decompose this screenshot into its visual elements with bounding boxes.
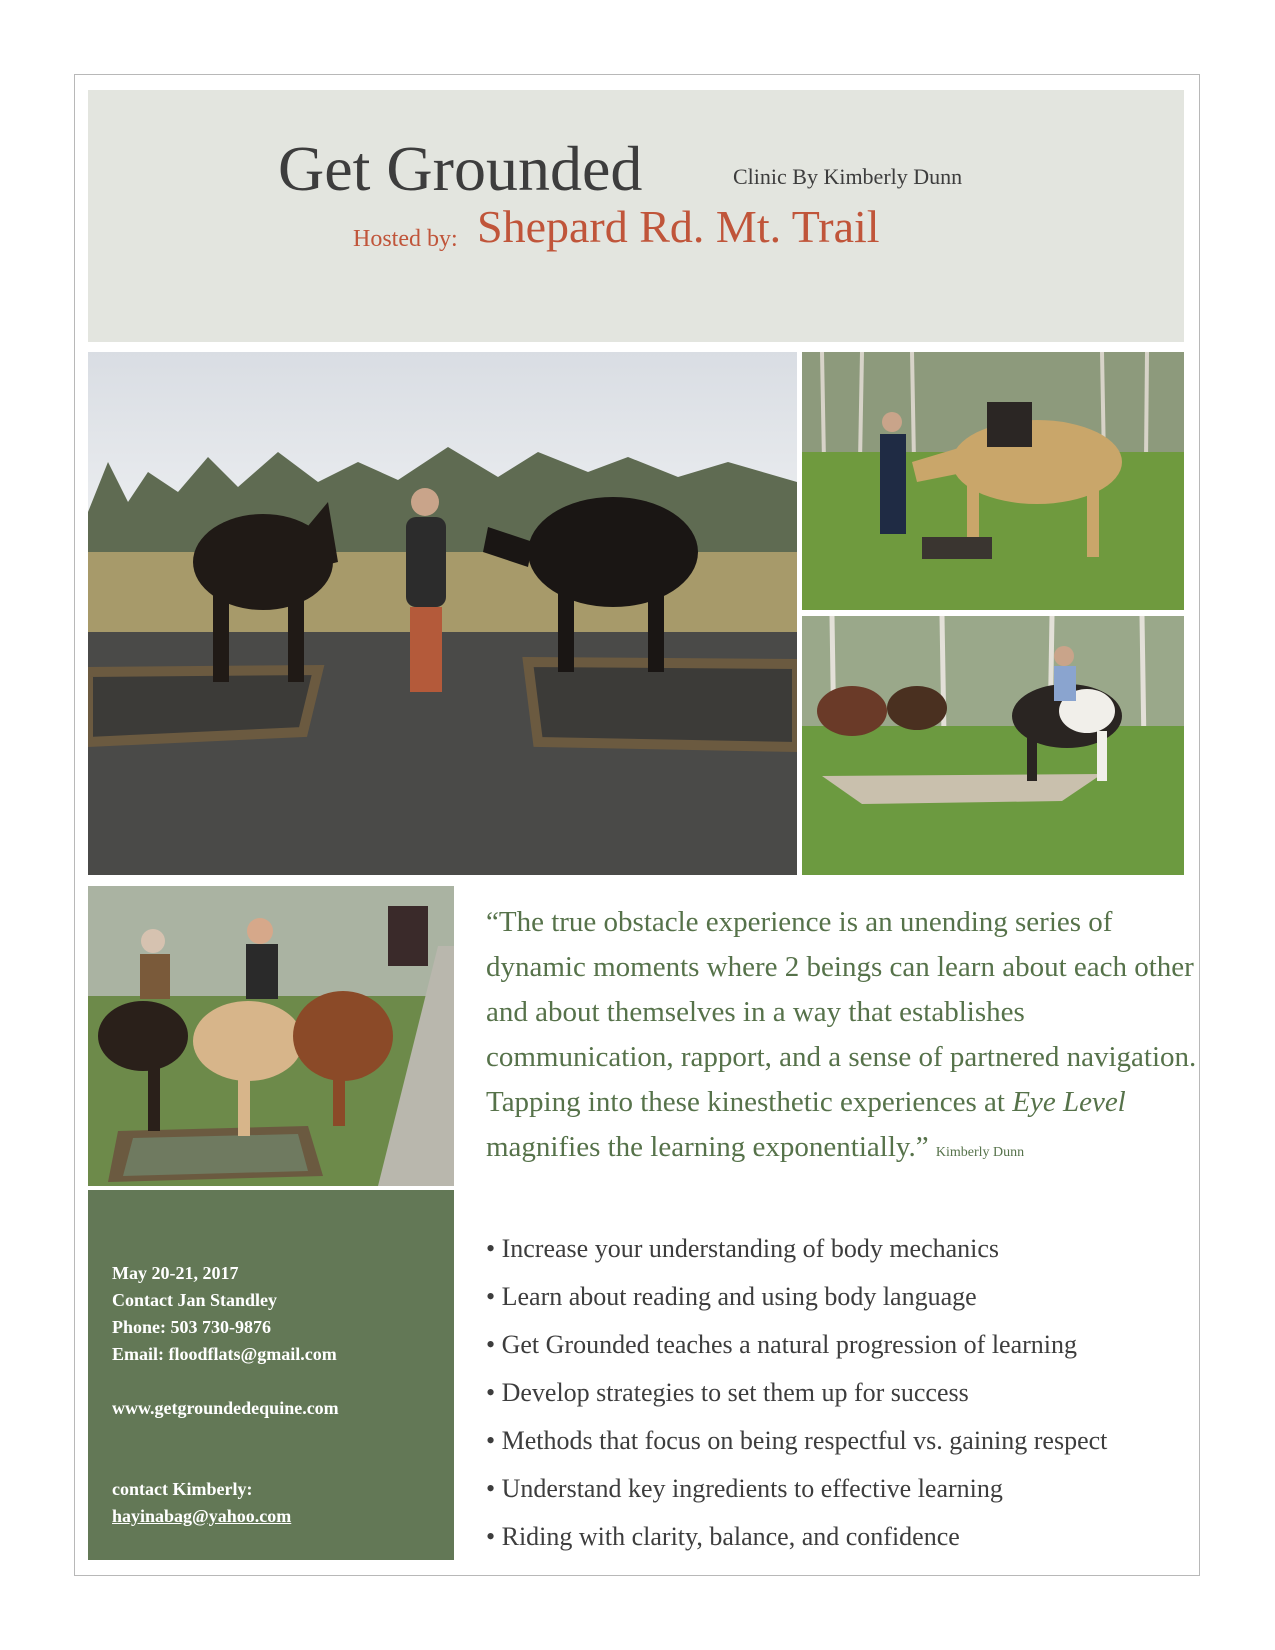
photo-buckskin-on-platform bbox=[802, 352, 1184, 610]
quote-text-end: magnifies the learning exponentially.” bbox=[486, 1131, 929, 1163]
photo-horses-on-boxes bbox=[88, 352, 797, 875]
page-title: Get Grounded bbox=[278, 133, 643, 204]
contact-email[interactable]: Email: floodflats@gmail.com bbox=[112, 1344, 337, 1364]
list-item: • Increase your understanding of body mechanics bbox=[486, 1234, 1000, 1263]
host-name: Shepard Rd. Mt. Trail bbox=[477, 201, 880, 252]
contact-name: Contact Jan Standley bbox=[112, 1290, 278, 1310]
hosted-by-label: Hosted by: bbox=[353, 226, 458, 252]
quote-attribution: Kimberly Dunn bbox=[935, 1145, 1025, 1160]
testimonial-quote bbox=[486, 900, 1202, 1175]
list-item: • Methods that focus on being respectful vs. gaining respect bbox=[486, 1426, 1108, 1455]
photo-riders-water-box bbox=[88, 886, 454, 1186]
benefits-list bbox=[486, 1225, 1202, 1561]
list-item: • Learn about reading and using body language bbox=[486, 1282, 977, 1311]
website-link[interactable]: www.getgroundedequine.com bbox=[112, 1398, 339, 1418]
header-banner bbox=[88, 90, 1184, 342]
quote-emphasis: Eye Level bbox=[1012, 1086, 1126, 1118]
clinic-byline: Clinic By Kimberly Dunn bbox=[733, 164, 963, 189]
quote-text-start: “The true obstacle experience is an unending series of dynamic moments where 2 beings can learn about each other and about themselves in a way that establishes communication, rapport, and a sense of partnered navigation. Tapping into these kinesthetic experiences at bbox=[486, 906, 1197, 1118]
kimberly-contact-label: contact Kimberly: bbox=[112, 1479, 253, 1499]
event-dates: May 20-21, 2017 bbox=[112, 1263, 239, 1283]
list-item: • Get Grounded teaches a natural progression of learning bbox=[486, 1330, 1078, 1359]
list-item: • Understand key ingredients to effective learning bbox=[486, 1474, 1003, 1503]
list-item: • Riding with clarity, balance, and confidence bbox=[486, 1522, 960, 1551]
kimberly-email-link[interactable]: hayinabag@yahoo.com bbox=[112, 1506, 292, 1526]
photo-riders-on-bridge bbox=[802, 616, 1184, 875]
contact-panel bbox=[88, 1190, 454, 1560]
contact-phone: Phone: 503 730-9876 bbox=[112, 1317, 271, 1337]
list-item: • Develop strategies to set them up for success bbox=[486, 1378, 969, 1407]
